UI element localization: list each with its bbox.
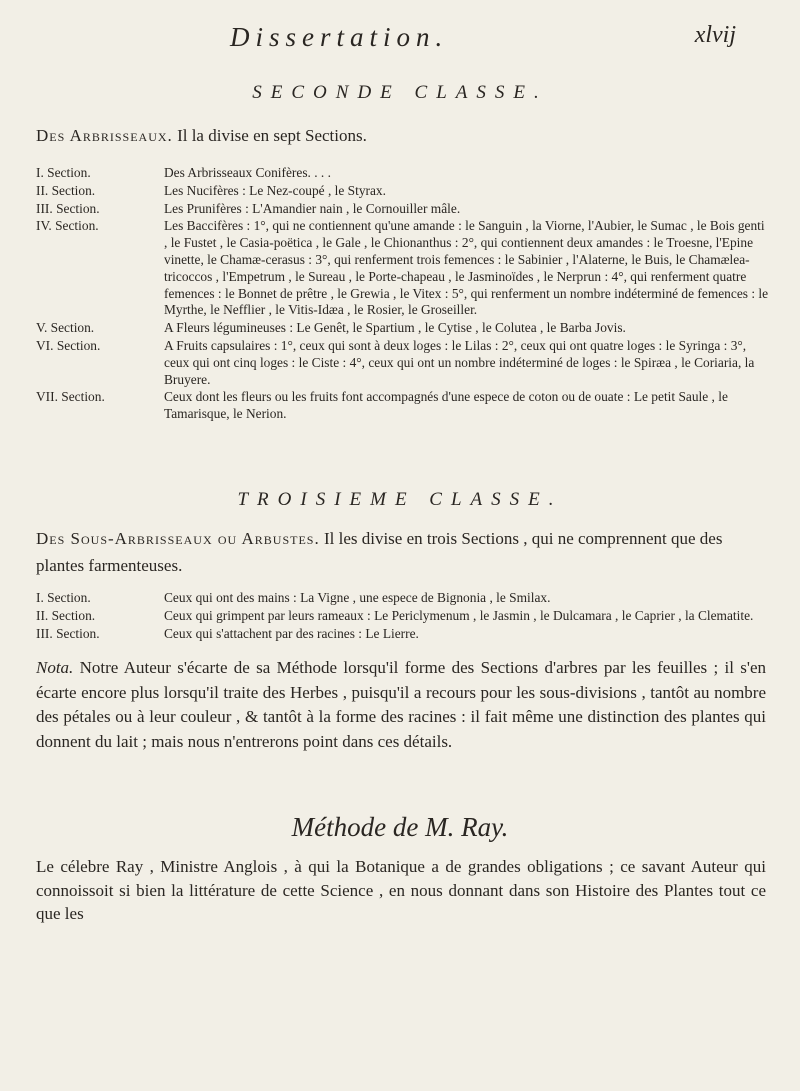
- section-label: II. Section.: [36, 607, 96, 623]
- section-text: A Fruits capsulaires : 1°, ceux qui sont à deux loges : le Lilas : 2°, ceux qui ont quatre loges : le Syringa : 3°, ceux qui ont cinq loges : le Ciste : 4°, ceux qui ont un nombre indéterminé de loges : le Spiræa , le Coriaria, la Bruyere.: [164, 337, 755, 387]
- section-label: I. Section.: [36, 165, 91, 180]
- section-text: Les Baccifères : 1°, qui ne contiennent qu'une amande : le Sanguin , la Viorne, l'Aubier, le Sumac , le Bois genti , le Fustet , le Casia-poëtica , le Gale , le Chionanthus : 2°, qui contiennent deux amandes : le Troesne, l'Epine vinette, le Chamæ-cerasus : 3°, qui renferment trois femences : le Sabinier , l'Alaterne, le Buis, le Chamælea-tricoccos , l'Empetrum , le Sureau , le Porte-chapeau , le Jasminoïdes , le Nerprun : 4°, qui renferment quatre femences : le Bonnet de prêtre , le Grewia , le Vitex : 5°, qui renferment un nombre indéterminé de femences : le Myrthe, le Nefflier , le Vitis-Idæa , le Rosier, le Groseiller.: [164, 218, 769, 318]
- section-text: Ceux dont les fleurs ou les fruits font accompagnés d'une espece de coton ou de ouate : Le petit Saule , le Tamarisque, le Nerion.: [164, 389, 728, 422]
- section-text: Les Prunifères : L'Amandier nain , le Cornouiller mâle.: [164, 200, 461, 216]
- section-label: II. Section.: [36, 182, 96, 198]
- class2-section-7: [36, 389, 771, 423]
- section-text: Les Nucifères : Le Nez-coupé , le Styrax.: [164, 182, 386, 198]
- page-number: xlvij: [694, 22, 736, 48]
- class2-intro-text: Il la divise en sept Sections.: [177, 126, 367, 145]
- section-label: III. Section.: [36, 200, 100, 216]
- running-title: Dissertation.: [230, 22, 449, 52]
- section-text: A Fleurs légumineuses : Le Genêt, le Spartium , le Cytise , le Colutea , le Barba Jovis.: [164, 320, 626, 336]
- section-label: IV. Section.: [36, 218, 99, 234]
- class2-section-list: [36, 165, 771, 424]
- section-label: V. Section.: [36, 320, 95, 336]
- class3-intro: [36, 525, 766, 579]
- class2-intro-title: Des Arbrisseaux.: [36, 126, 173, 145]
- class3-intro-title: Des Sous-Arbrisseaux ou Arbustes.: [36, 529, 320, 548]
- class3-section-1: [36, 590, 771, 607]
- section-text: Des Arbrisseaux Conifères. . . .: [164, 165, 331, 180]
- nota-label: Nota.: [36, 658, 74, 677]
- class2-intro: [36, 122, 766, 149]
- class2-section-6: [36, 338, 771, 388]
- section-text: Ceux qui grimpent par leurs rameaux : Le Periclymenum , le Jasmin , le Dulcamara , le Caprier , la Clematite.: [164, 607, 754, 623]
- section-label: III. Section.: [36, 625, 100, 641]
- nota-paragraph: [36, 656, 766, 754]
- class3-section-3: [36, 626, 771, 643]
- class3-intro-text: Il les divise en trois Sections , qui ne comprennent que des plantes farmenteuses.: [36, 529, 723, 575]
- section-label: I. Section.: [36, 590, 91, 605]
- class3-section-2: [36, 608, 771, 625]
- class2-section-1: [36, 165, 771, 182]
- section-text: Ceux qui s'attachent par des racines : Le Lierre.: [164, 625, 419, 641]
- class2-heading: SECONDE CLASSE.: [252, 82, 548, 103]
- class2-section-2: [36, 183, 771, 200]
- section-label: VI. Section.: [36, 337, 101, 353]
- section-text: Ceux qui ont des mains : La Vigne , une espece de Bignonia , le Smilax.: [164, 590, 551, 605]
- ray-method-heading: Méthode de M. Ray.: [291, 812, 509, 842]
- class3-section-list: [36, 590, 771, 643]
- ray-paragraph: Le célebre Ray , Ministre Anglois , à qui la Botanique a de grandes obligations ; ce savant Auteur qui connoissoit si bien la littérature de cette Science , en nous donnant dans son Histoire des Plantes tout ce que les: [36, 857, 766, 924]
- class3-heading: TROISIEME CLASSE.: [237, 489, 563, 510]
- nota-text: Notre Auteur s'écarte de sa Méthode lorsqu'il forme des Sections d'arbres par les feuilles ; il s'en écarte encore plus lorsqu'il traite des Herbes , puisqu'il a recours pour les sous-divisions , tantôt au nombre des pétales ou à leur couleur , & tantôt à la forme des racines : il fait même une distinction des plantes qui donnent du lait ; mais nous n'entrerons point dans ces détails.: [36, 658, 767, 751]
- class2-section-4: [36, 218, 771, 319]
- section-label: VII. Section.: [36, 389, 105, 405]
- class2-section-3: [36, 201, 771, 218]
- class2-section-5: [36, 320, 771, 337]
